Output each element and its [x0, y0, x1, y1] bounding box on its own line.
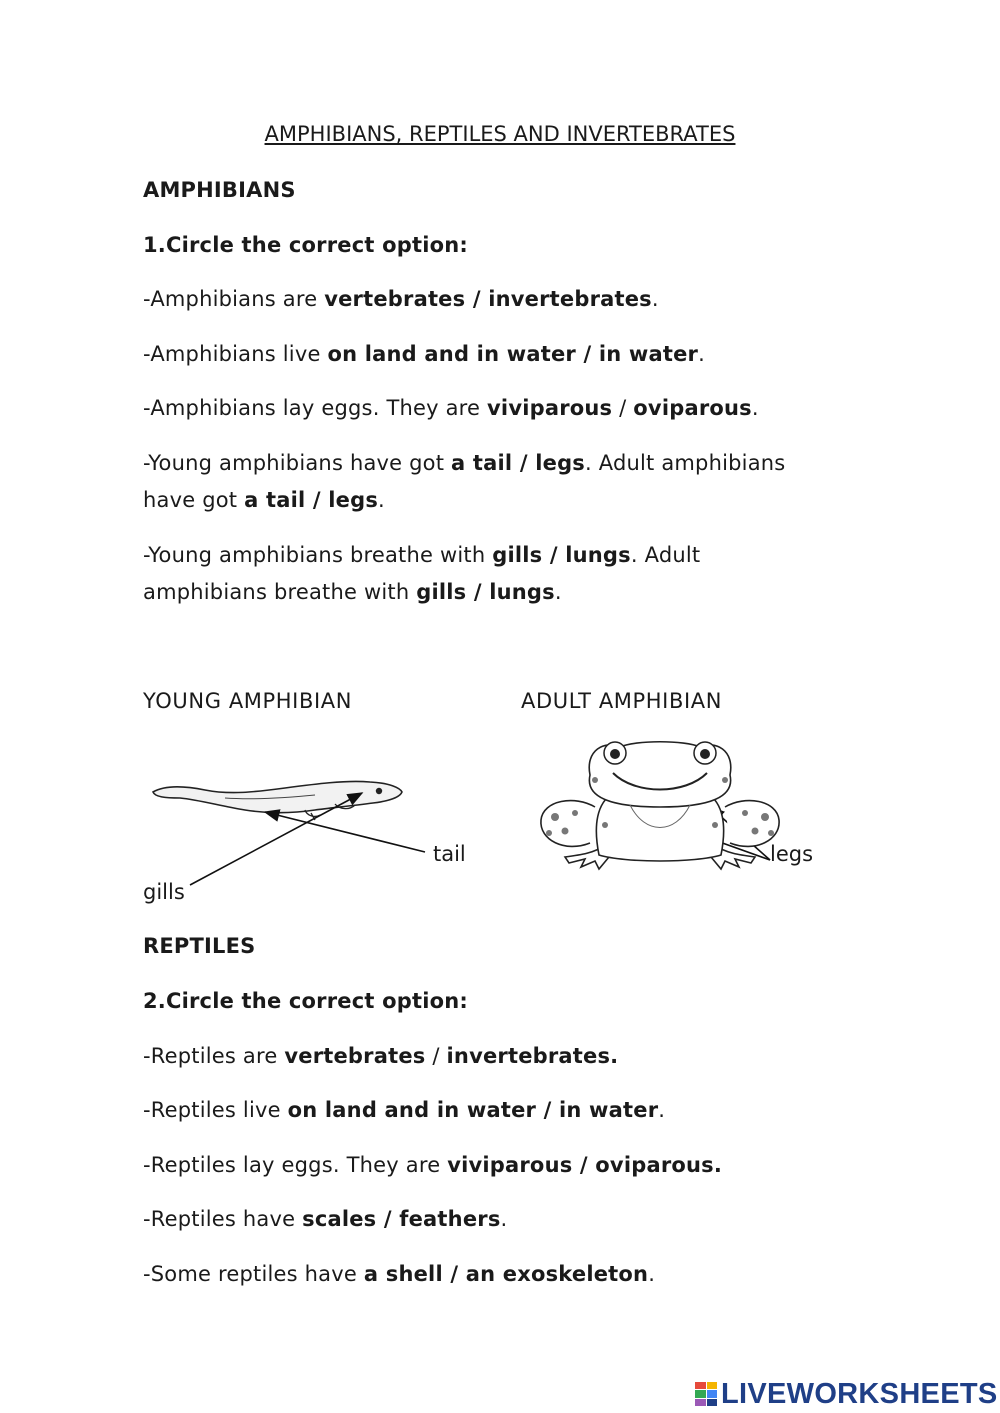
answer-options[interactable]: scales / feathers [302, 1207, 501, 1231]
adult-amphibian-caption: ADULT AMPHIBIAN [521, 689, 723, 713]
amphibians-question-5a: -Young amphibians breathe with gills / lungs. Adult [143, 543, 701, 567]
tail-label: tail [433, 842, 466, 866]
answer-options[interactable]: a shell / an exoskeleton [363, 1262, 649, 1286]
amphibians-instruction: 1.Circle the correct option: [143, 233, 468, 257]
gills-label: gills [143, 880, 185, 904]
amphibians-question-4a: -Young amphibians have got a tail / legs. Adult amphibians [143, 451, 786, 475]
answer-options[interactable]: viviparous / oviparous. [447, 1153, 723, 1177]
amphibians-question-3: -Amphibians lay eggs. They are viviparous / oviparous. [143, 396, 759, 420]
amphibians-question-1: -Amphibians are vertebrates / invertebrates. [143, 287, 659, 311]
reptiles-question-1: -Reptiles are vertebrates / invertebrates. [143, 1044, 619, 1068]
answer-option[interactable]: vertebrates [284, 1044, 426, 1068]
reptiles-question-3: -Reptiles lay eggs. They are viviparous / oviparous. [143, 1153, 723, 1177]
legs-label: legs [770, 842, 814, 866]
answer-options[interactable]: on land and in water / in water [327, 342, 699, 366]
answer-option[interactable]: viviparous [487, 396, 613, 420]
liveworksheets-logo [695, 1377, 998, 1411]
reptiles-question-2: -Reptiles live on land and in water / in water. [143, 1098, 666, 1122]
amphibians-question-4b: have got a tail / legs. [143, 488, 385, 512]
amphibians-question-2: -Amphibians live on land and in water / in water. [143, 342, 706, 366]
answer-options[interactable]: on land and in water / in water [287, 1098, 659, 1122]
amphibians-question-5b: amphibians breathe with gills / lungs. [143, 580, 562, 604]
answer-options[interactable]: gills / lungs [416, 580, 555, 604]
worksheet-title: AMPHIBIANS, REPTILES AND INVERTEBRATES [264, 122, 736, 146]
answer-options[interactable]: a tail / legs [244, 488, 379, 512]
reptiles-question-4: -Reptiles have scales / feathers. [143, 1207, 508, 1231]
reptiles-heading: REPTILES [143, 934, 256, 958]
answer-options[interactable]: gills / lungs [492, 543, 631, 567]
liveworksheets-brand: LIVEWORKSHEETS [721, 1377, 998, 1410]
liveworksheets-logo-icon [695, 1382, 717, 1406]
answer-option[interactable]: invertebrates. [446, 1044, 619, 1068]
answer-options[interactable]: vertebrates / invertebrates [324, 287, 652, 311]
amphibians-heading: AMPHIBIANS [143, 178, 296, 202]
young-amphibian-caption: YOUNG AMPHIBIAN [143, 689, 353, 713]
answer-option[interactable]: oviparous [633, 396, 752, 420]
answer-options[interactable]: a tail / legs [451, 451, 585, 475]
reptiles-question-5: -Some reptiles have a shell / an exoskeleton. [143, 1262, 656, 1286]
frog-illustration [535, 735, 785, 875]
reptiles-instruction: 2.Circle the correct option: [143, 989, 468, 1013]
